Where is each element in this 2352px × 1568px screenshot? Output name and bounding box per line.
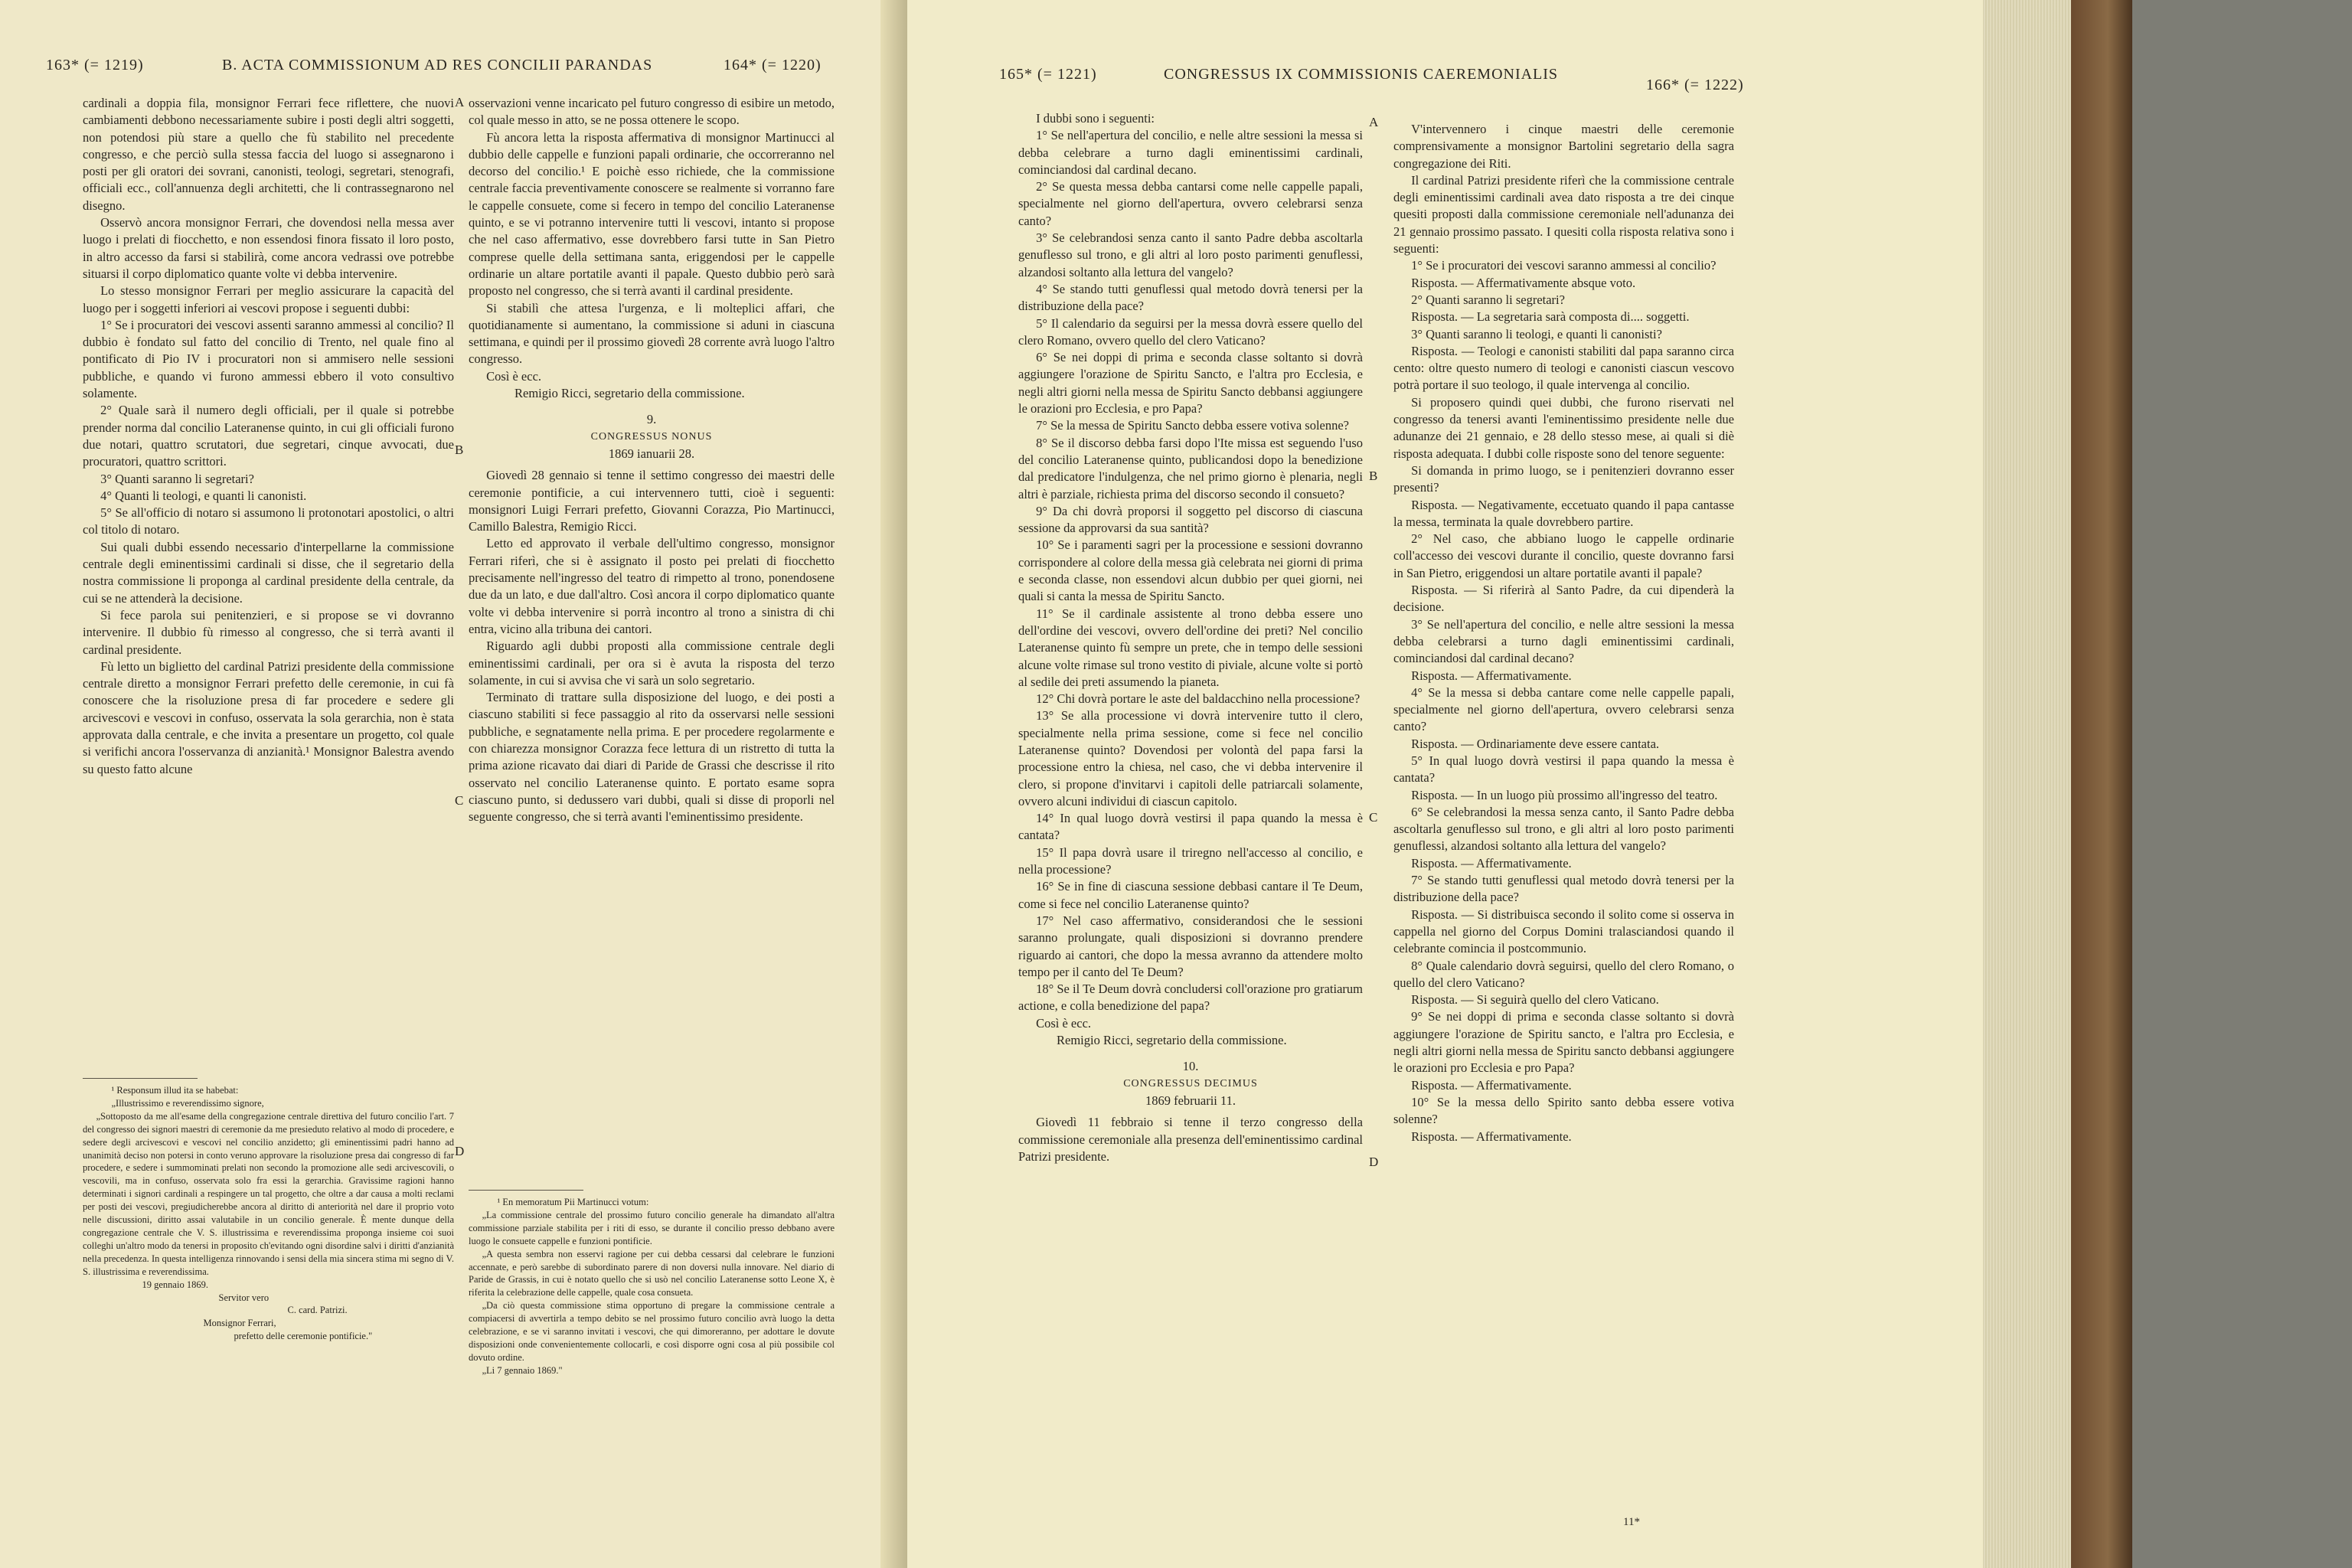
margin-letter: B [1369,469,1378,483]
paragraph: Risposta. — Si seguirà quello del clero Vaticano. [1411,992,1659,1008]
paragraph: 18° Se il Te Deum dovrà concludersi coll'orazione pro gratiarum actione, e colla benedizione del papa? [1018,982,1363,1014]
paragraph: 5° In qual luogo dovrà vestirsi il papa quando la messa è cantata? [1393,753,1734,786]
paragraph: Osservò ancora monsignor Ferrari, che dovendosi nella messa aver luogo i prelati di fiocchetto, e non essendosi finora fissato il loro posto, in altro accesso da farsi si stabilirà, come ancora vedrassi ove potrebbe situarsi il corpo diplomatico quante volte vi debba intervenire. [83,215,454,281]
paragraph: Risposta. — Affermativamente absque voto. [1411,275,1636,290]
footnote-line: prefetto delle ceremonie pontificie." [234,1331,373,1342]
paragraph: Così è ecc. [486,368,542,384]
paragraph: Sui quali dubbi essendo necessario d'interpellarne la commissione centrale degli eminentissimi cardinali si disse, che il segretario della nostra commissione li proponga al cardinal presidente della centrale, da cui se ne attenderà la decisione. [83,539,454,606]
paragraph: Si fece parola sui penitenzieri, e si propose se vi dovranno intervenire. Il dubbio fù rimesso al congresso, che si terrà avanti il cardinal presidente. [83,607,454,657]
section-date: 1869 februarii 11. [1145,1093,1236,1108]
paragraph: 10° Se la messa dello Spirito santo debba essere votiva solenne? [1393,1094,1734,1127]
paragraph: Il cardinal Patrizi presidente riferì che la commissione centrale degli eminentissimi cardinali avea dato risposta a tre dei cinque quesiti proposti dalla commissione ceremoniale nell'adunanza dei 21 gennaio prossimo passato. I quesiti colla risposta relativa sono i seguenti: [1393,172,1734,256]
paragraph: 2° Quale sarà il numero degli officiali, per il quale si potrebbe prender norma dal concilio Lateranense quinto, in cui gli officiali furono due notari, quattro scrutatori, due segretari, cinque avvocati, due procuratori, quattro scrittori. [83,403,454,469]
footnote-line: „A questa sembra non esservi ragione per cui debba cessarsi dal celebrare le funzioni accennate, e però sarebbe di subordinato parere di non doversi nulla innovare. Nel diario di Paride de Grassis, in cui è notato quello che si usò nel concilio Lateranense sotto Leone X, è riferita la celebrazione delle cappelle, quale cosa consueta. [469,1248,835,1298]
paragraph: 2° Quanti saranno li segretari? [1411,292,1565,307]
paragraph: Risposta. — Ordinariamente deve essere cantata. [1411,736,1660,751]
signature: Remigio Ricci, segretario della commissione. [1057,1033,1287,1048]
section-title: CONGRESSUS DECIMUS [1123,1077,1258,1089]
paragraph: 1° Se i procuratori dei vescovi assenti saranno ammessi al concilio? Il dubbio è fondato sul fatto del concilio di Trento, nel quale fino al pontificato di Pio IV i procuratori non si ammisero nelle sessioni pubbliche, e quando vi furono ammessi ebbero il voto consultivo solamente. [83,317,454,401]
paragraph: Risposta. — Affermativamente. [1411,855,1572,871]
paragraph: 14° In qual luogo dovrà vestirsi il papa quando la messa è cantata? [1018,811,1363,843]
paragraph: 9° Se nei doppi di prima e seconda classe soltanto si dovrà aggiungere l'orazione de Spiritu sancto, e l'altra pro Ecclesia, e negli altri giorni nella messa de Spiritu sancto debbansi aggiungere le orazioni pro Ecclesia e pro Papa? [1393,1009,1734,1076]
margin-letter: D [1369,1155,1379,1169]
footnote-line: Monsignor Ferrari, [203,1318,276,1329]
paragraph: 8° Se il discorso debba farsi dopo l'Ite missa est seguendo l'uso del concilio Lateranense quinto, publicandosi dopo la benedizione dal predicatore l'indulgenza, che nel primo giorno è plenaria, negli altri è parziale, richiesta prima del discorso secondo il consueto? [1018,435,1363,501]
paragraph: 15° Il papa dovrà usare il triregno nell'accesso al concilio, e nella processione? [1018,844,1363,877]
paragraph: Giovedì 11 febbraio si tenne il terzo congresso della commissione ceremoniale alla presenza dell'eminentissimo cardinal Patrizi presidente. [1018,1115,1363,1164]
margin-letter: D [455,1144,465,1158]
paragraph: 16° Se in fine di ciascuna sessione debbasi cantare il Te Deum, come si fece nel concilio Lateranense quinto? [1018,879,1363,911]
signature: Remigio Ricci, segretario della commissione. [514,386,745,401]
paragraph: Terminato di trattare sulla disposizione del luogo, e dei posti a ciascuno stabiliti si fece passaggio al rito da osservarsi nelle sessioni pubbliche, e segnatamente nella prima. E per procedere regolarmente e con chiarezza monsignor Corazza fece lettura di un ristretto di tutta la prima azione ricavato dai diari di Paride de Grassi che descrisse il rito osservato nel concilio Lateranense quinto. E portato esame sopra ciascuno punto, si dedussero vari dubbi, quali si disse di proporli nel seguente congresso, che si terrà avanti l'eminentissimo presidente. [469,690,835,825]
right-page-number: 165* (= 1221) [999,66,1097,83]
left-footnote-1 [83,1084,454,1343]
left-column-1 [83,95,454,778]
paragraph: I dubbi sono i seguenti: [1036,111,1155,126]
footnote-line: „Illustrissimo e reverendissimo signore, [111,1097,264,1109]
section-number: 10. [1182,1059,1199,1074]
paragraph: Letto ed approvato il verbale dell'ultimo congresso, monsignor Ferrari riferì, che si è assignato il posto pei prelati di fiocchetto precisamente nell'ingresso del teatro di rimpetto al trono, ponendosene due da un lato, e due dall'altro. Così ancora il corpo diplomatico quante volte vi debba intervenire si porrà incontro al trono a sinistra di chi entra, vicino alla tribuna dei cantori. [469,536,835,636]
paragraph: Risposta. — In un luogo più prossimo all'ingresso del teatro. [1411,787,1718,802]
paragraph: Lo stesso monsignor Ferrari per meglio assicurare la capacità del luogo per i soggetti inferiori ai vescovi propose i seguenti dubbi: [83,283,454,315]
paragraph: Risposta. — Affermativamente. [1411,668,1572,683]
margin-letter: A [1369,115,1379,129]
footnote-rule [83,1078,198,1079]
footnote-line: C. card. Patrizi. [287,1305,348,1316]
left-page [0,0,903,1568]
paragraph: 4° Quanti li teologi, e quanti li canonisti. [100,488,307,503]
paragraph: Risposta. — La segretaria sarà composta di.... soggetti. [1411,309,1690,325]
left-running-title: B. ACTA COMMISSIONUM AD RES CONCILII PARANDAS [222,57,653,74]
paragraph: 7° Se stando tutti genuflessi qual metodo dovrà tenersi per la distribuzione della pace? [1393,873,1734,905]
paragraph: 4° Se stando tutti genuflessi qual metodo dovrà tenersi per la distribuzione della pace? [1018,281,1363,314]
footnote-line: „La commissione centrale del prossimo futuro concilio generale ha dimandato all'altra commissione parziale stabilita per i riti di esso, se durante il concilio presso debbano avere luogo le consuete cappelle e funzioni pontificie. [469,1209,835,1246]
footnote-line: „Sottoposto da me all'esame della congregazione centrale direttiva del futuro concilio l'art. 7 del congresso dei signori maestri di ceremonie da me presieduto relativo al modo di procedere, e sedere degli arcivescovi e vescovi nel concilio anzidetto; gli eminentissimi padri hanno ad unanimità deciso non potersi in conto veruno approvare la risoluzione presa dai congresso di far procedere, e sedere i summominati prelati non secondo la promozione alle sedi arcivescovili, o vescovili, ma in confuso, osservata solo fra essi la gerarchia. Gravissime ragioni hanno determinati i signori cardinali a respingere un tal progetto, che oltre a dar causa a molti reclami per posti dei vescovi, pregiudicherebbe ancora al diritto di anteriorità nel dare il proprio voto nelle discussioni, diritto assai valutabile in un concilio generale. È mente dunque della congregazione centrale che V. S. illustrissima e reverendissima proponga insieme coi suoi colleghi un'altro modo da tenersi in proposito ch'evitando ogni disordine salvi i diritti d'anzianità nella precedenza. In questa intelligenza rinnovando i sensi della mia sincera stima mi segno di V. S. illustrissima e reverendissima. [83,1110,454,1277]
footnote-line: ¹ En memoratum Pii Martinucci votum: [497,1197,649,1207]
paragraph: Risposta. — Si distribuisca secondo il solito come si osserva in cappella nel giorno del Corpus Domini tralasciandosi quando il celebrante comincia il postcommunio. [1393,906,1734,956]
paragraph: Riguardo agli dubbi proposti alla commissione centrale degli eminentissimi cardinali, per ora si è avuta la risposta del terzo solamente, in cui si avvisa che vi sarà un solo segretario. [469,639,835,688]
footnote-line: „Da ciò questa commissione stima opportuno di pregare la commissione centrale a compiacersi di avvertirla a tempo debito se nel prossimo futuro concilio avrà luogo la detta celebrazione, e se vi saranno invitati i vescovi, che qui dimoreranno, per adottare le dovute disposizioni onde convenientemente collocarli, e così disporre ogni cosa al più possibile col dovuto ordine. [469,1300,835,1363]
right-page-number-2: 166* (= 1222) [1646,77,1744,93]
paragraph: 3° Se nell'apertura del concilio, e nelle altre sessioni la messa debba celebrarsi a turno dagli eminentissimi cardinali, cominciandosi dal cardinal decano? [1393,616,1734,666]
grey-card-background [2132,0,2352,1568]
paragraph: Si stabilì che attesa l'urgenza, e li molteplici affari, che quotidianamente si aumentano, la commissione si aduni in ciascuna settimana, e quindi per il prossimo giovedì 28 corrente avrà luogo l'altro congresso. [469,300,835,367]
footnote-line: „Li 7 gennaio 1869." [482,1364,563,1376]
paragraph: 17° Nel caso affermativo, considerandosi che le sessioni saranno prolungate, quali disposizioni si dovranno prendere riguardo ai cantori, che dopo la messa avranno da attendere molto tempo per il canto del Te Deum? [1018,913,1363,979]
paragraph: Si domanda in primo luogo, se i penitenzieri dovranno esser presenti? [1393,462,1734,495]
margin-letter: A [455,95,465,109]
paragraph: 3° Se celebrandosi senza canto il santo Padre debba ascoltarla genuflesso sul trono, e gli altri al loro posto parimenti genuflessi, alzandosi soltanto alla lettura del vangelo? [1018,230,1363,279]
right-page [907,0,2102,1568]
footnote-line: ¹ Responsum illud ita se habebat: [111,1085,239,1096]
left-column-2 [469,95,835,825]
paragraph: Risposta. — Si riferirà al Santo Padre, da cui dipenderà la decisione. [1393,583,1734,615]
paragraph: Risposta. — Affermativamente. [1411,1077,1572,1093]
paragraph: 1° Se i procuratori dei vescovi saranno ammessi al concilio? [1411,258,1717,273]
paragraph: Si proposero quindi quei dubbi, che furono riservati nel congresso da tenersi avanti l'eminentissimo presidente nelle due adunanze dei 21 gennaio, e 28 dello stesso mese, ai quali si diè risposta adequata. I dubbi colle risposte sono del tenore seguente: [1393,394,1734,461]
section-number: 9. [646,412,657,427]
paragraph: 10° Se i paramenti sagri per la processione e sessioni dovranno corrispondere al colore della messa già celebrata nei giorni di prima e seconda classe, non essendovi alcun dubbio per quei giorni, nei quali si canta la messa de Spiritu Sancto. [1018,537,1363,604]
footnote-rule [469,1190,583,1191]
paragraph: Risposta. — Negativamente, eccetuato quando il papa cantasse la messa, terminata la quale dovrebbero partire. [1393,497,1734,529]
margin-letter: B [455,443,464,457]
paragraph: 6° Se celebrandosi la messa senza canto, il Santo Padre debba ascoltarla genuflesso sul trono, e gli altri al loro posto parimenti genuflessi, alzandosi soltanto alla lettura del vangelo? [1393,804,1734,854]
left-footnote-2 [469,1196,835,1377]
paragraph: 5° Se all'officio di notaro si assumono li protonotari apostolici, o altri col titolo di notaro. [83,505,454,537]
paragraph: 2° Se questa messa debba cantarsi come nelle cappelle papali, specialmente nel giorno dell'apertura, ovvero celebrarsi senza canto? [1018,179,1363,228]
right-running-title: CONGRESSUS IX COMMISSIONIS CAEREMONIALIS [1164,66,1559,83]
footnote-line: 19 gennaio 1869. [142,1279,208,1290]
margin-letter: C [1369,810,1378,825]
paragraph: 3° Quanti saranno li segretari? [100,471,254,486]
section-title: CONGRESSUS NONUS [590,430,713,443]
paragraph: Fù letto un biglietto del cardinal Patrizi presidente della commissione centrale diretto a monsignor Ferrari prefetto delle ceremonie, in cui fà conoscere che la risoluzione presa di far procedere e sedere gli arcivescovi e vescovi in confuso, osservata la sola gerarchia, non è stata approvata dalla centrale, e che invita a presentare un progetto, col quale si verifichi ancora l'osservanza di anzianità.¹ Monsignor Balestra avendo su questo fatto alcune [83,658,454,776]
paragraph: 3° Quanti saranno li teologi, e quanti li canonisti? [1411,326,1662,341]
paragraph: 12° Chi dovrà portare le aste del baldacchino nella processione? [1036,691,1361,707]
paragraph: 8° Quale calendario dovrà seguirsi, quello del clero Romano, o quello del clero Vaticano? [1393,958,1734,990]
paragraph: Risposta. — Teologi e canonisti stabiliti dal papa saranno circa cento: oltre questo numero di teologi e canonisti ciascun vescovo potrà portare il suo teologo, il quale intervenga al concilio. [1393,343,1734,393]
paragraph: osservazioni venne incaricato pel futuro congresso di esibire un metodo, col quale messo in atto, se ne possa ottenere le scopo. [469,96,835,128]
paragraph: Così è ecc. [1036,1015,1092,1031]
paragraph: 5° Il calendario da seguirsi per la messa dovrà essere quello del clero Romano, ovvero quello del clero Vaticano? [1018,315,1363,348]
paragraph: 13° Se alla processione vi dovrà intervenire tutto il clero, specialmente nella prima sessione, come si fece nel concilio Lateranense quinto? Dovendosi per volontà del papa farsi la processione entro la chiesa, nel caso, che vi debba intervenire il clero, si propone d'invitarvi i capitoli delle patriarcali solamente, ovvero alcuni individui di ciascun capitolo. [1018,708,1363,808]
paragraph: Fù ancora letta la risposta affermativa di monsignor Martinucci al dubbio delle cappelle e funzioni papali ordinarie, che occorreranno nel decorso del concilio.¹ E poichè esso richiede, che la commissione centrale faccia preventivamente conoscere se realmente si vorranno fare le cappelle consuete, come si fecero in tempo del concilio Lateranense quinto, e se vi potranno intervenire tutti li vescovi, intanto si propose che nel caso affermativo, esse dovrebbero farsi tutte in San Pietro comprese quelle della settimana santa, eriggendosi per le cappelle ordinarie un altare portatile avanti il papale. Questo dubbio però sarà proposto nel congresso, che si terrà avanti il cardinal presidente. [469,129,835,299]
paragraph: 7° Se la messa de Spiritu Sancto debba essere votiva solenne? [1036,418,1350,433]
book-cover [2071,0,2132,1568]
paragraph: 9° Da chi dovrà proporsi il soggetto pel discorso di ciascuna sessione da approvarsi da sua santità? [1018,503,1363,536]
paragraph: 6° Se nei doppi di prima e seconda classe soltanto si dovrà aggiungere l'orazione de Spiritu Sancto, e l'altra pro Ecclesia, e negli altri giorni nella messa de Spiritu Sancto debbansi aggiungere le orazioni pro Ecclesia, e pro Papa? [1018,350,1363,416]
paragraph: Risposta. — Affermativamente. [1411,1129,1572,1144]
paragraph: cardinali a doppia fila, monsignor Ferrari fece riflettere, che nuovi cambiamenti debbono necessariamente subire i posti degli altri soggetti, non potendosi più stare a quello che fù stabilito nel precedente congresso, e che perciò sulla stessa faccia del luogo si assegnarono i posti per gli oratori dei sovrani, canonisti, teologi, segretari, stenografi, officiali ecc., coll'annuenza degli architetti, che li contrassegnarono nel disegno. [83,96,454,213]
right-column-1 [1018,110,1363,1165]
signature-mark: 11* [1623,1516,1640,1528]
paragraph: Giovedì 28 gennaio si tenne il settimo congresso dei maestri delle ceremonie pontificie, a cui intervennero tutti, cioè i seguenti: monsignori Luigi Ferrari prefetto, Giovanni Corazza, Pio Martinucci, Camillo Balestra, Remigio Ricci. [469,468,835,534]
paragraph: 2° Nel caso, che abbiano luogo le cappelle ordinarie coll'accesso dei vescovi durante il concilio, queste dovranno farsi in San Pietro, eriggendosi un altare portatile avanti il papale? [1393,531,1734,580]
footnote-line: Servitor vero [218,1292,270,1303]
right-column-2 [1393,121,1734,1145]
margin-letter: C [455,793,464,808]
paragraph: 11° Se il cardinale assistente al trono debba essere uno dell'ordine dei vescovi, ovvero dell'ordine dei preti? Nel concilio Lateranense quinto fù sempre un prete, che in tempo delle sessioni alcune volte rimase sul trono vestito di piviale, alcune volte si portò al sedile dei preti assumendo la pianeta. [1018,606,1363,689]
paragraph: V'intervennero i cinque maestri delle ceremonie comprensivamente a monsignor Bartolini segretario della sagra congregazione dei Riti. [1393,122,1734,171]
paragraph: 4° Se la messa si debba cantare come nelle cappelle papali, specialmente nel giorno dell'apertura, ovvero celebrarsi senza canto? [1393,684,1734,734]
left-page-number: 163* (= 1219) [46,57,144,74]
paragraph: 1° Se nell'apertura del concilio, e nelle altre sessioni la messa si debba celebrare a turno dagli eminentissimi cardinali, cominciandosi dal cardinal decano. [1018,128,1363,177]
section-date: 1869 ianuarii 28. [608,446,695,461]
left-page-number-2: 164* (= 1220) [724,57,822,74]
